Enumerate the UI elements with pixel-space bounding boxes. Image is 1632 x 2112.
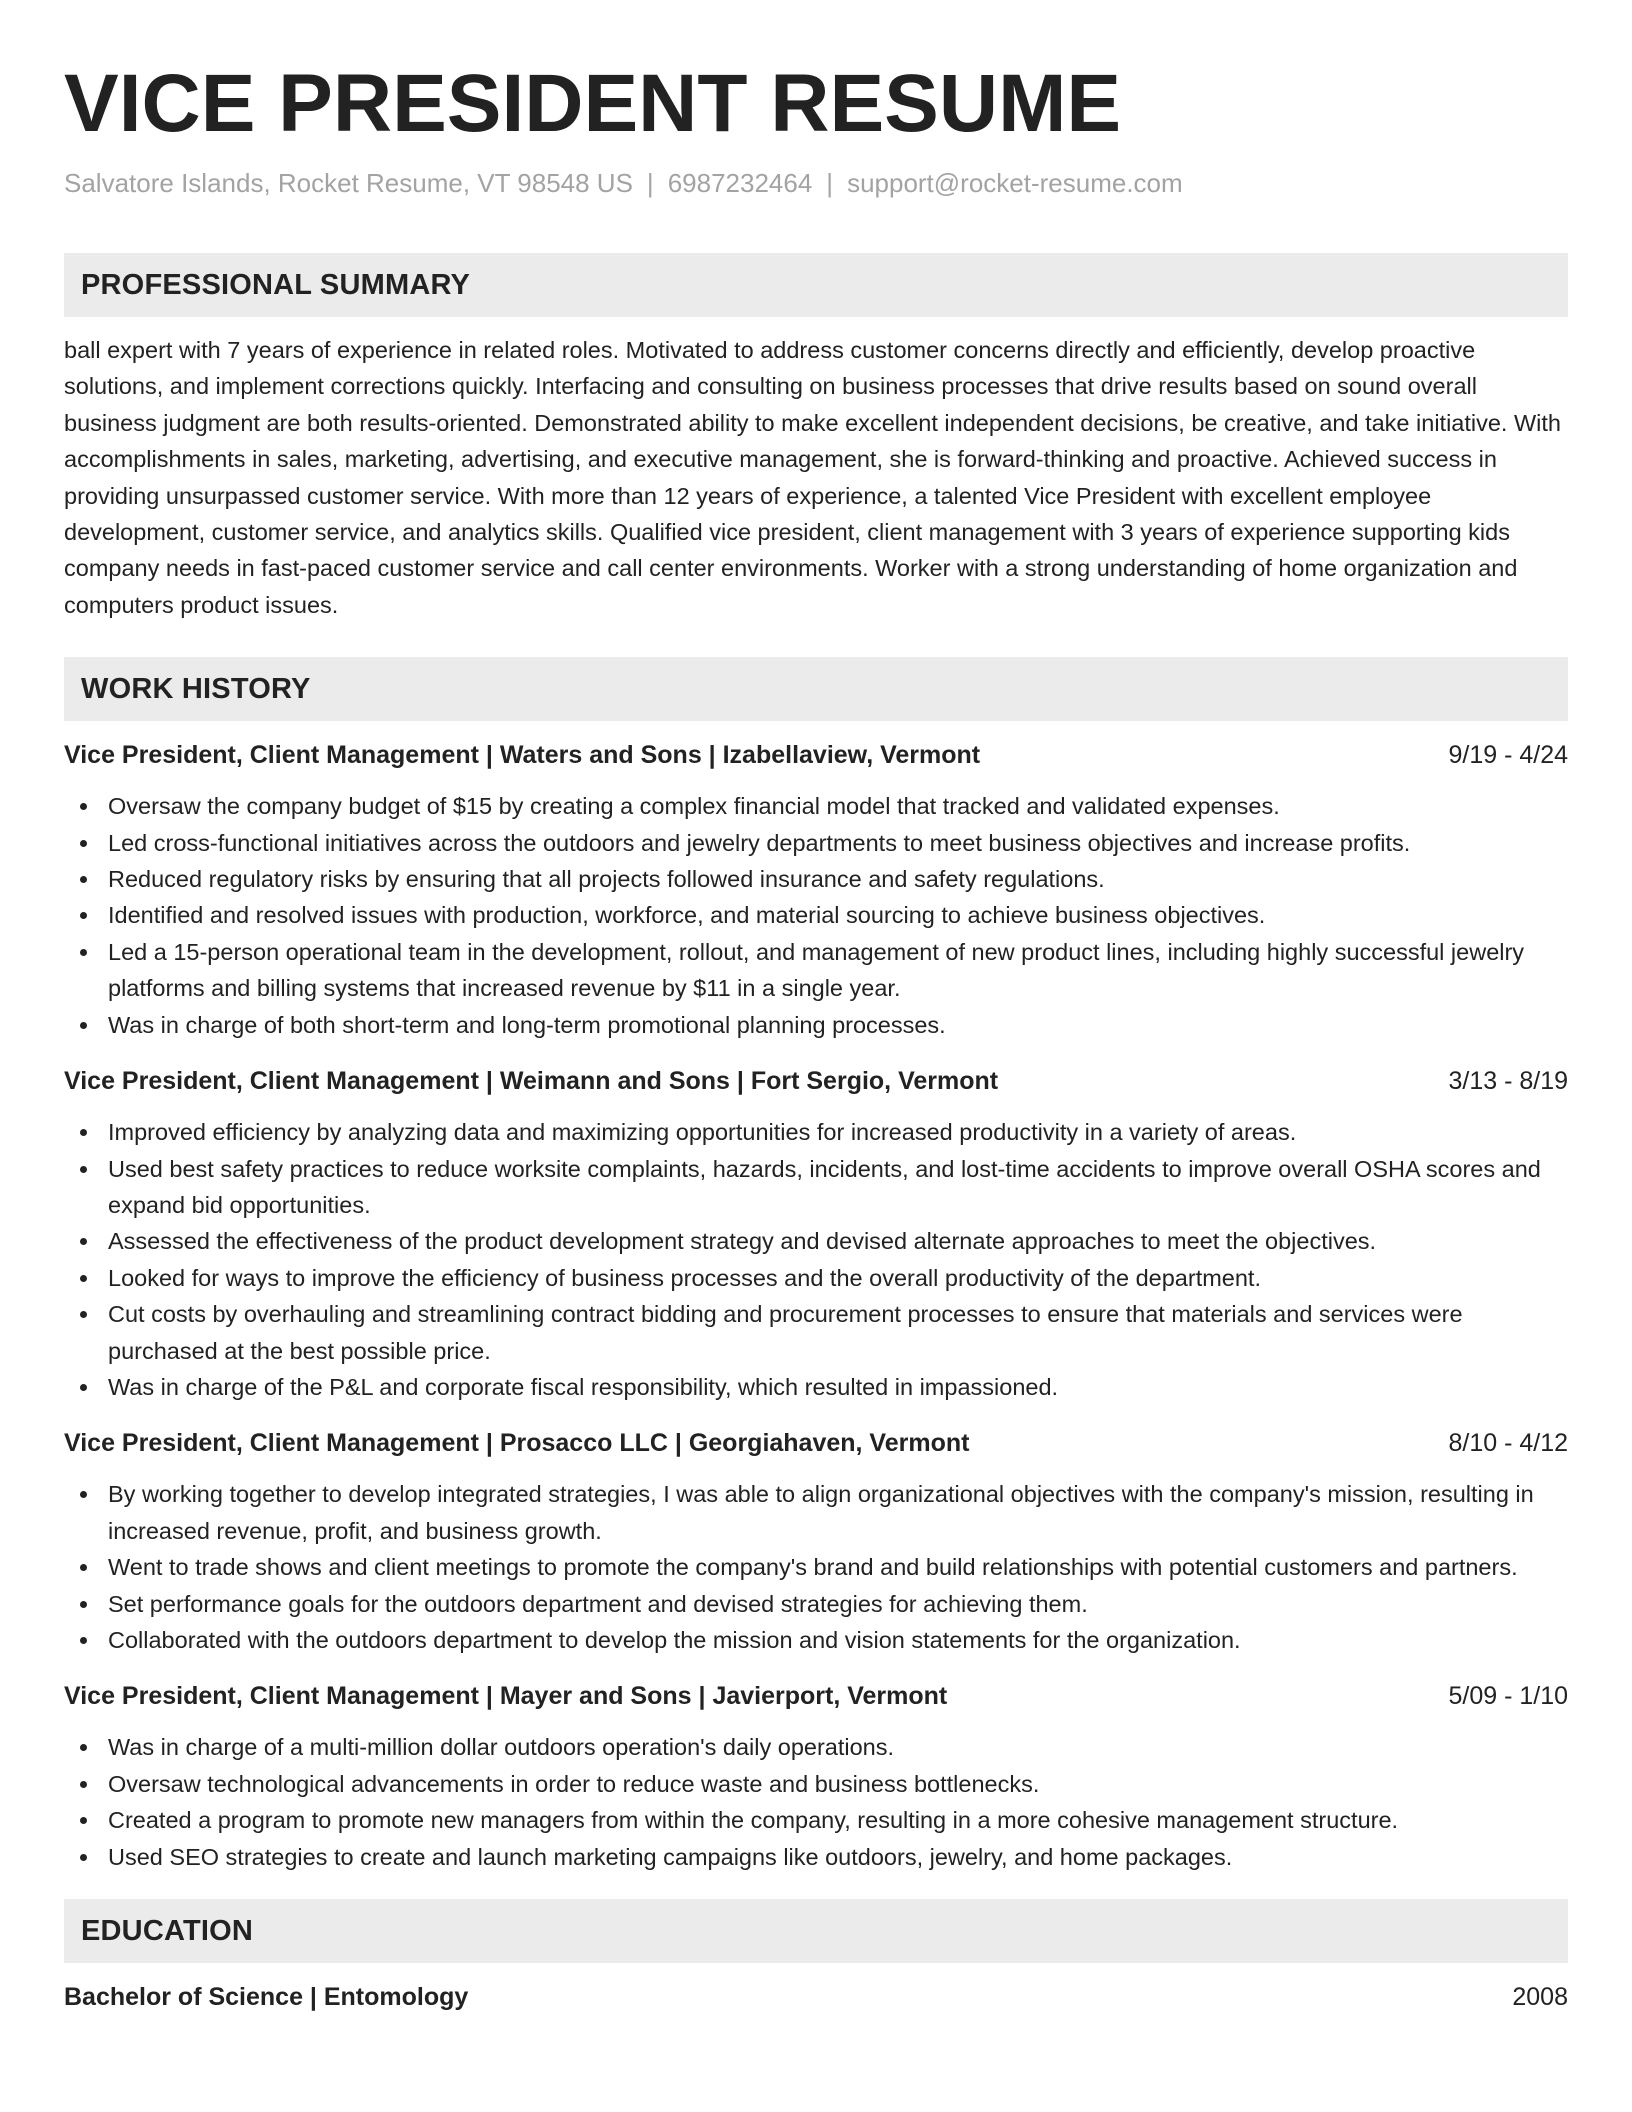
job-title: Vice President, Client Management | Weimann and Sons | Fort Sergio, Vermont <box>64 1067 999 1096</box>
education-year: 2008 <box>1512 1983 1568 2011</box>
job-dates: 9/19 - 4/24 <box>1448 741 1568 770</box>
job-title: Vice President, Client Management | Prosacco LLC | Georgiahaven, Vermont <box>64 1429 970 1458</box>
job-header <box>64 1063 1568 1099</box>
job-dates: 3/13 - 8/19 <box>1448 1067 1568 1096</box>
job-bullet: Collaborated with the outdoors department to develop the mission and vision statements for the organization. <box>64 1622 1568 1658</box>
job-bullets <box>64 1476 1568 1658</box>
education-entry <box>64 1979 1568 2015</box>
job-bullet: Assessed the effectiveness of the product development strategy and devised alternate approaches to meet the objectives. <box>64 1223 1568 1259</box>
job-entry <box>64 1063 1568 1405</box>
job-dates: 8/10 - 4/12 <box>1448 1429 1568 1458</box>
job-bullet: Set performance goals for the outdoors department and devised strategies for achieving them. <box>64 1586 1568 1622</box>
section-header-summary: PROFESSIONAL SUMMARY <box>64 253 1568 317</box>
job-bullet: Used best safety practices to reduce worksite complaints, hazards, incidents, and lost-time accidents to improve overall OSHA scores and expand bid opportunities. <box>64 1151 1568 1224</box>
job-bullet: Went to trade shows and client meetings to promote the company's brand and build relationships with potential customers and partners. <box>64 1549 1568 1585</box>
job-bullet: Led a 15-person operational team in the development, rollout, and management of new product lines, including highly successful jewelry platforms and billing systems that increased revenue by $11 in a single year. <box>64 934 1568 1007</box>
job-bullet: Created a program to promote new managers from within the company, resulting in a more cohesive management structure. <box>64 1802 1568 1838</box>
job-header <box>64 1425 1568 1461</box>
section-header-education: EDUCATION <box>64 1899 1568 1963</box>
job-bullet: Was in charge of a multi-million dollar outdoors operation's daily operations. <box>64 1729 1568 1765</box>
job-bullet: Improved efficiency by analyzing data and maximizing opportunities for increased productivity in a variety of areas. <box>64 1114 1568 1150</box>
section-header-work-history: WORK HISTORY <box>64 657 1568 721</box>
job-bullet: By working together to develop integrated strategies, I was able to align organizational objectives with the company's mission, resulting in increased revenue, profit, and business growth. <box>64 1476 1568 1549</box>
job-bullet: Identified and resolved issues with production, workforce, and material sourcing to achieve business objectives. <box>64 897 1568 933</box>
job-entry <box>64 737 1568 1043</box>
job-header <box>64 737 1568 773</box>
job-bullets <box>64 1114 1568 1405</box>
contact-line <box>64 166 1568 200</box>
education-degree: Bachelor of Science | Entomology <box>64 1983 469 2011</box>
contact-separator: | <box>826 168 834 198</box>
resume-title: VICE PRESIDENT RESUME <box>64 58 1122 149</box>
contact-address: Salvatore Islands, Rocket Resume, VT 98548 US <box>64 168 633 198</box>
job-bullet: Oversaw the company budget of $15 by creating a complex financial model that tracked and validated expenses. <box>64 788 1568 824</box>
job-bullet: Looked for ways to improve the efficiency of business processes and the overall productivity of the department. <box>64 1260 1568 1296</box>
job-bullet: Oversaw technological advancements in order to reduce waste and business bottlenecks. <box>64 1766 1568 1802</box>
contact-phone: 6987232464 <box>667 168 813 198</box>
job-title: Vice President, Client Management | Mayer and Sons | Javierport, Vermont <box>64 1682 948 1711</box>
job-bullet: Was in charge of both short-term and long-term promotional planning processes. <box>64 1007 1568 1043</box>
job-entry <box>64 1425 1568 1658</box>
job-bullets <box>64 1729 1568 1875</box>
job-entry <box>64 1678 1568 1875</box>
job-bullet: Was in charge of the P&L and corporate fiscal responsibility, which resulted in impassioned. <box>64 1369 1568 1405</box>
job-header <box>64 1678 1568 1714</box>
summary-text: ball expert with 7 years of experience in related roles. Motivated to address customer concerns directly and efficiently, develop proactive solutions, and implement corrections quickly. Interfacing and consulting on business processes that drive results based on sound overall business judgment are both results-oriented. Demonstrated ability to make excellent independent decisions, be creative, and take initiative. With accomplishments in sales, marketing, advertising, and executive management, she is forward-thinking and proactive. Achieved success in providing unsurpassed customer service. With more than 12 years of experience, a talented Vice President with excellent employee development, customer service, and analytics skills. Qualified vice president, client management with 3 years of experience supporting kids company needs in fast-paced customer service and call center environments. Worker with a strong understanding of home organization and computers product issues. <box>64 337 1561 618</box>
job-bullet: Used SEO strategies to create and launch marketing campaigns like outdoors, jewelry, and home packages. <box>64 1839 1568 1875</box>
job-bullet: Cut costs by overhauling and streamlining contract bidding and procurement processes to ensure that materials and services were purchased at the best possible price. <box>64 1296 1568 1369</box>
contact-email: support@rocket-resume.com <box>847 168 1183 198</box>
job-title: Vice President, Client Management | Waters and Sons | Izabellaview, Vermont <box>64 741 981 770</box>
job-bullet: Reduced regulatory risks by ensuring that all projects followed insurance and safety regulations. <box>64 861 1568 897</box>
job-dates: 5/09 - 1/10 <box>1448 1682 1568 1711</box>
job-bullets <box>64 788 1568 1043</box>
contact-separator: | <box>646 168 654 198</box>
job-bullet: Led cross-functional initiatives across the outdoors and jewelry departments to meet business objectives and increase profits. <box>64 825 1568 861</box>
